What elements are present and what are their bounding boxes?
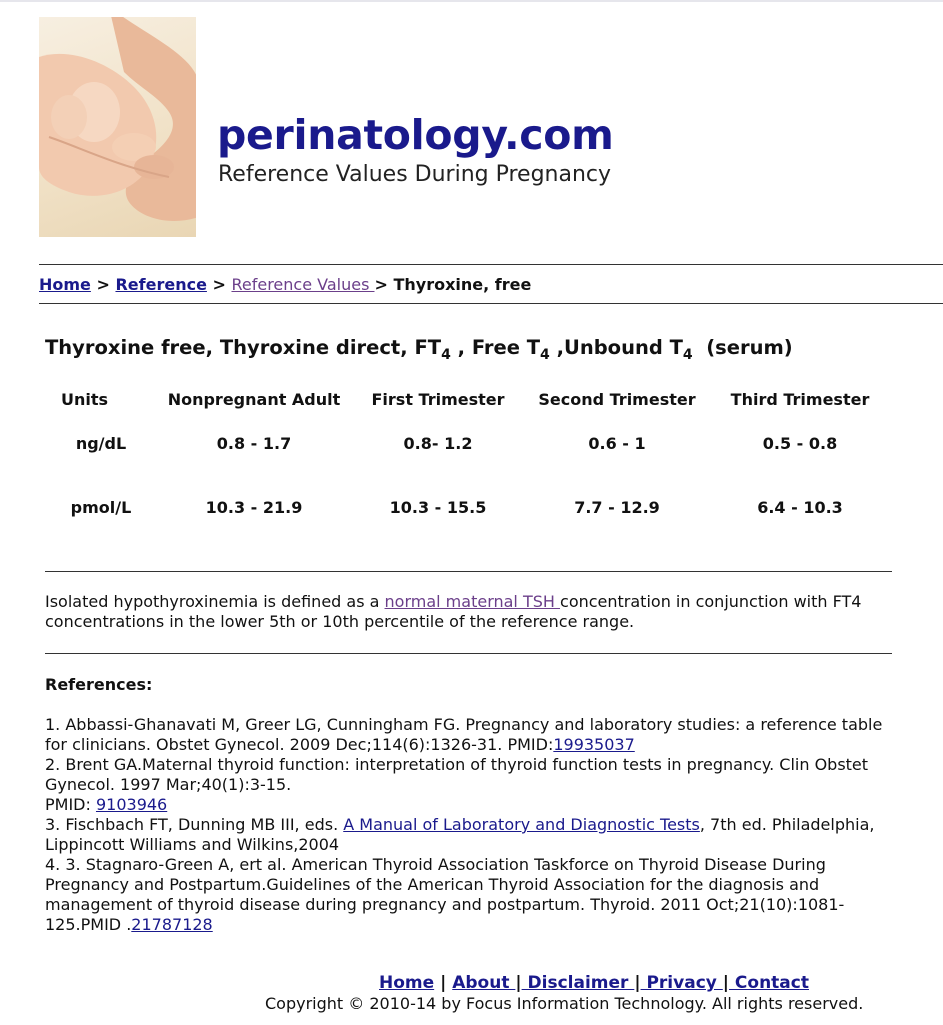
footer-separator: | <box>722 973 729 993</box>
footer-separator: | <box>634 973 641 993</box>
table-cell-value: 6.4 - 10.3 <box>757 498 843 517</box>
table-cell-value: 0.5 - 0.8 <box>762 434 838 453</box>
hands-illustration <box>39 17 196 237</box>
table-header-units: Units <box>61 390 109 409</box>
reference-text: PMID: <box>45 795 96 814</box>
table-cell-unit: ng/dL <box>75 434 127 453</box>
copyright: Copyright © 2010-14 by Focus Information Technology. All rights reserved. <box>265 994 864 1013</box>
description-paragraph <box>45 592 895 632</box>
footer-privacy-link[interactable]: Privacy <box>640 973 723 993</box>
footer-disclaimer-link[interactable]: Disclaimer <box>521 973 635 993</box>
breadcrumb-separator: > <box>96 275 110 294</box>
header-divider <box>39 264 943 265</box>
breadcrumb-current: Thyroxine, free <box>393 275 532 294</box>
table-cell-value: 10.3 - 15.5 <box>389 498 487 517</box>
breadcrumb-separator: > <box>374 275 388 294</box>
table-cell-value: 0.6 - 1 <box>588 434 646 453</box>
reference-item <box>45 855 895 935</box>
reference-item <box>45 815 895 855</box>
references-list <box>45 715 895 935</box>
table-header-second-trimester: Second Trimester <box>538 390 696 409</box>
pmid-link[interactable]: 21787128 <box>131 915 213 934</box>
lab-manual-link[interactable]: A Manual of Laboratory and Diagnostic Tests <box>343 815 700 834</box>
table-cell-value: 7.7 - 12.9 <box>574 498 660 517</box>
references-heading: References: <box>45 675 153 694</box>
breadcrumb-reference-values-link[interactable]: Reference Values <box>231 275 375 294</box>
description-text: Isolated hypothyroxinemia is defined as a <box>45 592 385 611</box>
table-cell-value: 10.3 - 21.9 <box>205 498 303 517</box>
breadcrumb-divider <box>39 303 943 304</box>
breadcrumb-separator: > <box>212 275 226 294</box>
breadcrumb <box>39 275 531 294</box>
title-subscript: 4 <box>540 347 550 363</box>
site-title: perinatology.com <box>217 111 614 159</box>
pmid-link[interactable]: 19935037 <box>553 735 635 754</box>
reference-text: 4. 3. Stagnaro-Green A, ert al. American Thyroid Association Taskforce on Thyroid Disease During Pregnancy and Postpartum.Guidelines of the American Thyroid Association for the diagnosis and management of thyroid disease during pregnancy and postpartum. Thyroid. 2011 Oct;21(10):1081-125.PMID . <box>45 855 845 934</box>
description-text: concentration in conjunction with FT4 concentrations in the lower 5th or 10th percentile of the reference range. <box>45 592 862 631</box>
site-subtitle: Reference Values During Pregnancy <box>218 162 612 187</box>
footer-about-link[interactable]: About <box>452 973 516 993</box>
table-header-nonpregnant: Nonpregnant Adult <box>167 390 341 409</box>
top-border <box>0 0 943 2</box>
normal-maternal-tsh-link[interactable]: normal maternal TSH <box>384 592 561 611</box>
footer-contact-link[interactable]: Contact <box>729 973 809 993</box>
table-header-third-trimester: Third Trimester <box>730 390 870 409</box>
reference-item <box>45 715 895 755</box>
title-subscript: 4 <box>682 347 693 363</box>
page-title <box>45 336 793 363</box>
reference-item <box>45 755 895 815</box>
footer-separator: | <box>440 973 447 993</box>
title-text: ,Unbound T <box>549 336 683 359</box>
footer-separator: | <box>515 973 522 993</box>
pmid-link[interactable]: 9103946 <box>95 795 168 814</box>
reference-text: 2. Brent GA.Maternal thyroid function: interpretation of thyroid function tests in pregnancy. Clin Obstet Gynecol. 1997 Mar;40(1):3-15. <box>45 755 869 794</box>
reference-text: 1. Abbassi-Ghanavati M, Greer LG, Cunningham FG. Pregnancy and laboratory studies: a reference table for clinicians. Obstet Gynecol. 2009 Dec;114(6):1326-31. PMID: <box>45 715 883 754</box>
table-header-first-trimester: First Trimester <box>371 390 505 409</box>
table-cell-unit: pmol/L <box>70 498 132 517</box>
reference-text: , 7th ed. Philadelphia, Lippincott Williams and Wilkins,2004 <box>45 815 875 854</box>
table-cell-value: 0.8 - 1.7 <box>216 434 292 453</box>
footer-nav <box>379 973 809 993</box>
description-divider <box>45 653 892 654</box>
title-text: (serum) <box>692 336 793 359</box>
table-cell-value: 0.8- 1.2 <box>403 434 473 453</box>
title-subscript: 4 <box>441 347 451 363</box>
breadcrumb-home-link[interactable]: Home <box>39 275 91 294</box>
hero-image <box>39 17 196 237</box>
title-text: , Free T <box>450 336 541 359</box>
reference-text: 3. Fischbach FT, Dunning MB III, eds. <box>45 815 344 834</box>
breadcrumb-reference-link[interactable]: Reference <box>115 275 207 294</box>
footer-home-link[interactable]: Home <box>379 973 435 993</box>
title-text: Thyroxine free, Thyroxine direct, FT <box>45 336 442 359</box>
table-divider <box>45 571 892 572</box>
